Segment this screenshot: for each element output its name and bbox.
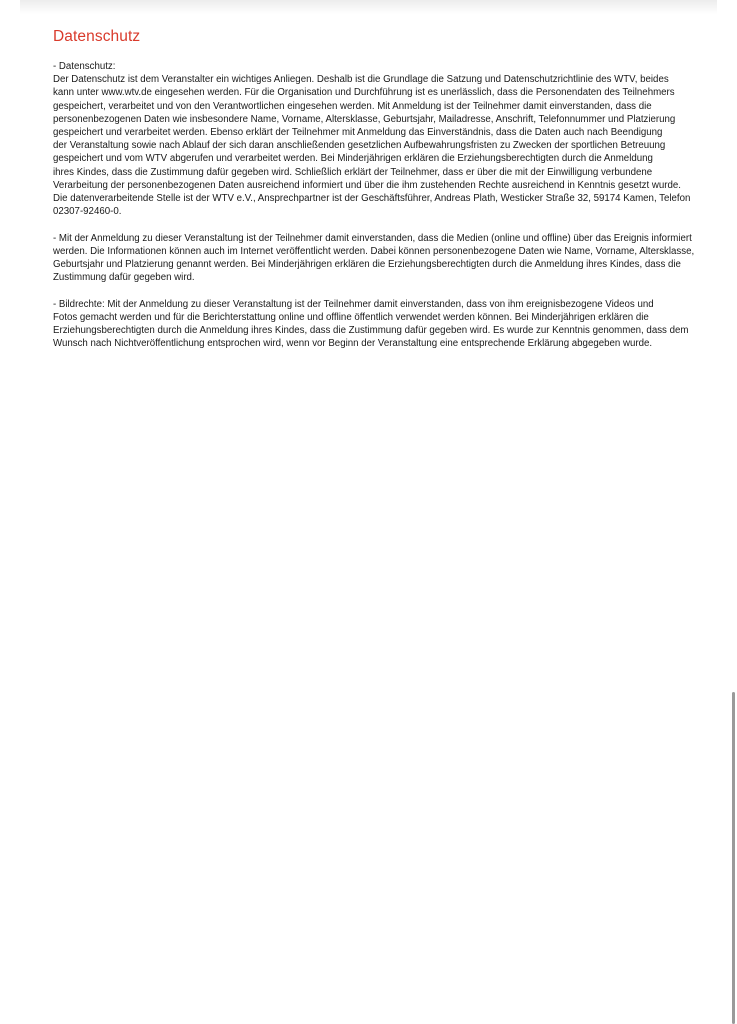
privacy-paragraph-datenschutz: - Datenschutz: Der Datenschutz ist dem Veranstalter ein wichtiges Anliegen. Deshalb ist die Grundlage die Satzung und Datenschutzrichtlinie des WTV, beides kann unter www.wtv.de eingesehen werden. Für die Organisation und Durchführung ist es unerlässlich, dass die Personendaten des Teilnehmers gespeichert, verarbeitet und von den Verantwortlichen eingesehen werden. Mit Anmeldung ist der Teilnehmer damit einverstanden, dass die personenbezogenen Daten wie insbesondere Name, Vorname, Altersklasse, Geburtsjahr, Mailadresse, Anschrift, Telefonnummer und Platzierung gespeichert und verarbeitet werden. Ebenso erklärt der Teilnehmer mit Anmeldung das Einverständnis, dass die Daten auch nach Beendigung der Veranstaltung sowie nach Ablauf der sich daran anschließenden gesetzlichen Aufbewahrungsfristen zu Zwecken der sportlichen Betreuung gespeichert und vom WTV abgerufen und verarbeitet werden. Bei Minderjährigen erklären die Erziehungsberechtigten durch die Anmeldung ihres Kindes, dass die Zustimmung dafür gegeben wird. Schließlich erklärt der Teilnehmer, dass er über die mit der Einwilligung verbundene Verarbeitung der personenbezogenen Daten ausreichend informiert und über die ihm zustehenden Rechte ausreichend in Kenntnis gesetzt wurde. Die datenverarbeitende Stelle ist der WTV e.V., Ansprechpartner ist der Geschäftsführer, Andreas Plath, Westicker Straße 32, 59174 Kamen, Telefon 02307-92460-0.	[53, 61, 691, 218]
top-bar-shadow	[20, 0, 717, 14]
privacy-paragraph-image-rights: - Bildrechte: Mit der Anmeldung zu dieser Veranstaltung ist der Teilnehmer damit einverstanden, dass von ihm ereignisbezogene Videos und Fotos gemacht werden und für die Berichterstattung online und offline öffentlich verwendet werden können. Bei Minderjährigen erklären die Erziehungsberechtigten durch die Anmeldung ihres Kindes, dass die Zustimmung dafür gegeben wird. Es wurde zur Kenntnis genommen, dass dem Wunsch nach Nichtveröffentlichung entsprochen wird, wenn vor Beginn der Veranstaltung eine entsprechende Erklärung abgegeben wurde.	[53, 298, 689, 350]
privacy-content	[53, 28, 718, 364]
page-title: Datenschutz	[53, 28, 141, 45]
privacy-paragraph-media: - Mit der Anmeldung zu dieser Veranstaltung ist der Teilnehmer damit einverstanden, dass die Medien (online und offline) über das Ereignis informiert werden. Die Informationen können auch im Internet veröffentlicht werden. Dabei können personenbezogene Daten wie Name, Vorname, Altersklasse, Geburtsjahr und Platzierung genannt werden. Bei Minderjährigen erklären die Erziehungsberechtigten durch die Anmeldung ihres Kindes, dass die Zustimmung dafür gegeben wird.	[53, 232, 695, 284]
vertical-scrollbar[interactable]	[732, 692, 735, 1024]
